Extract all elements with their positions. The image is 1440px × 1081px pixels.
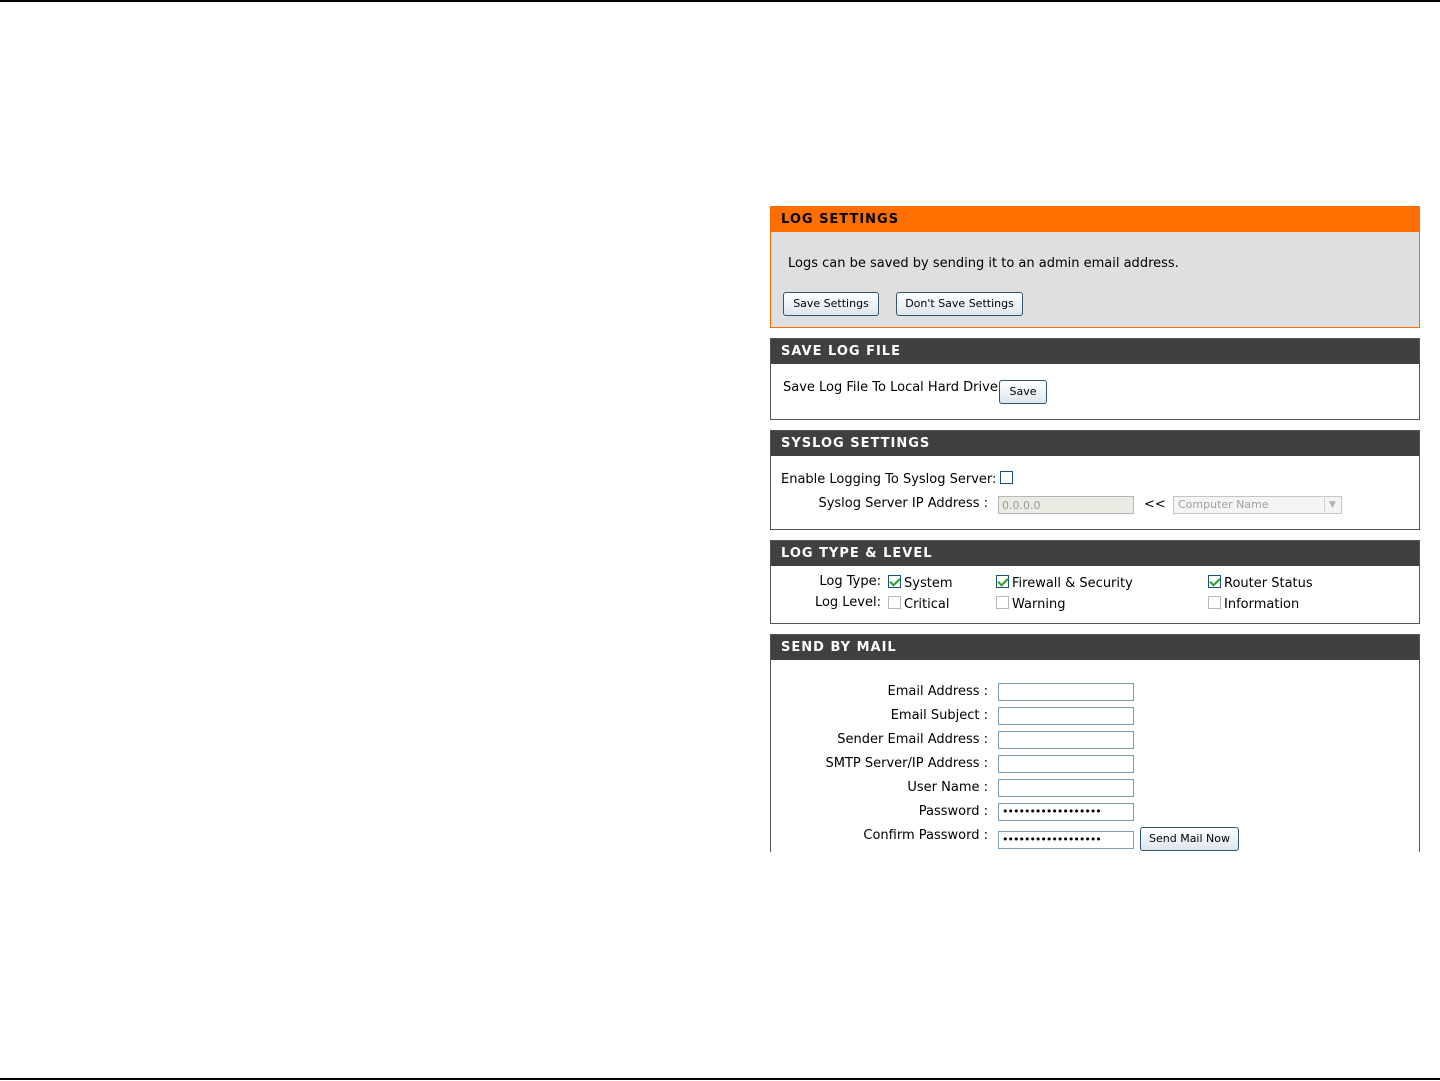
confirm-password-input[interactable]: •••••••••••••••••• bbox=[998, 831, 1134, 849]
save-settings-button[interactable]: Save Settings bbox=[783, 292, 879, 316]
enable-syslog-label: Enable Logging To Syslog Server: bbox=[781, 472, 997, 487]
log-settings-description: Logs can be saved by sending it to an admin email address. bbox=[788, 256, 1179, 271]
computer-name-select-value: Computer Name bbox=[1178, 498, 1269, 511]
log-level-information-label: Information bbox=[1224, 597, 1300, 612]
save-log-file-title: SAVE LOG FILE bbox=[771, 339, 1419, 364]
log-type-system-checkbox[interactable] bbox=[888, 575, 901, 588]
send-mail-now-button[interactable]: Send Mail Now bbox=[1140, 827, 1239, 851]
email-subject-input[interactable] bbox=[998, 707, 1134, 725]
log-type-level-panel bbox=[770, 540, 1420, 624]
log-type-label: Log Type: bbox=[819, 574, 881, 589]
chevron-down-icon: ▼ bbox=[1324, 498, 1340, 512]
sender-email-input[interactable] bbox=[998, 731, 1134, 749]
log-type-level-title: LOG TYPE & LEVEL bbox=[771, 541, 1419, 566]
user-name-label: User Name : bbox=[907, 780, 988, 795]
log-type-router-status-checkbox[interactable] bbox=[1208, 575, 1221, 588]
log-type-firewall-checkbox[interactable] bbox=[996, 575, 1009, 588]
log-level-critical-checkbox[interactable] bbox=[888, 596, 901, 609]
enable-syslog-checkbox[interactable] bbox=[1000, 471, 1013, 484]
log-settings-panel bbox=[770, 206, 1420, 328]
dont-save-settings-button[interactable]: Don't Save Settings bbox=[896, 292, 1023, 316]
computer-name-select[interactable] bbox=[1173, 496, 1342, 514]
smtp-server-input[interactable] bbox=[998, 755, 1134, 773]
syslog-settings-title: SYSLOG SETTINGS bbox=[771, 431, 1419, 456]
save-log-button[interactable]: Save bbox=[999, 380, 1047, 404]
log-level-critical-label: Critical bbox=[904, 597, 950, 612]
save-log-file-panel bbox=[770, 338, 1420, 420]
log-level-warning-label: Warning bbox=[1012, 597, 1066, 612]
log-level-warning-checkbox[interactable] bbox=[996, 596, 1009, 609]
user-name-input[interactable] bbox=[998, 779, 1134, 797]
top-rule bbox=[0, 0, 1440, 2]
smtp-server-label: SMTP Server/IP Address : bbox=[825, 756, 988, 771]
sender-email-label: Sender Email Address : bbox=[837, 732, 988, 747]
save-log-file-label: Save Log File To Local Hard Drive bbox=[783, 380, 998, 395]
syslog-settings-panel bbox=[770, 430, 1420, 530]
password-label: Password : bbox=[918, 804, 988, 819]
email-address-input[interactable] bbox=[998, 683, 1134, 701]
log-level-information-checkbox[interactable] bbox=[1208, 596, 1221, 609]
send-by-mail-title: SEND BY MAIL bbox=[771, 635, 1419, 660]
confirm-password-label: Confirm Password : bbox=[863, 828, 988, 843]
log-settings-title: LOG SETTINGS bbox=[771, 207, 1419, 232]
password-input[interactable]: •••••••••••••••••• bbox=[998, 803, 1134, 821]
log-type-router-status-label: Router Status bbox=[1224, 576, 1313, 591]
log-level-label: Log Level: bbox=[814, 595, 881, 610]
log-type-firewall-label: Firewall & Security bbox=[1012, 576, 1133, 591]
send-by-mail-panel bbox=[770, 634, 1420, 852]
log-type-system-label: System bbox=[904, 576, 953, 591]
bottom-rule bbox=[0, 1078, 1440, 1080]
syslog-ip-input[interactable] bbox=[998, 496, 1134, 514]
syslog-ip-label: Syslog Server IP Address : bbox=[818, 496, 988, 511]
syslog-arrow-label: << bbox=[1144, 497, 1166, 512]
email-subject-label: Email Subject : bbox=[890, 708, 988, 723]
email-address-label: Email Address : bbox=[887, 684, 988, 699]
